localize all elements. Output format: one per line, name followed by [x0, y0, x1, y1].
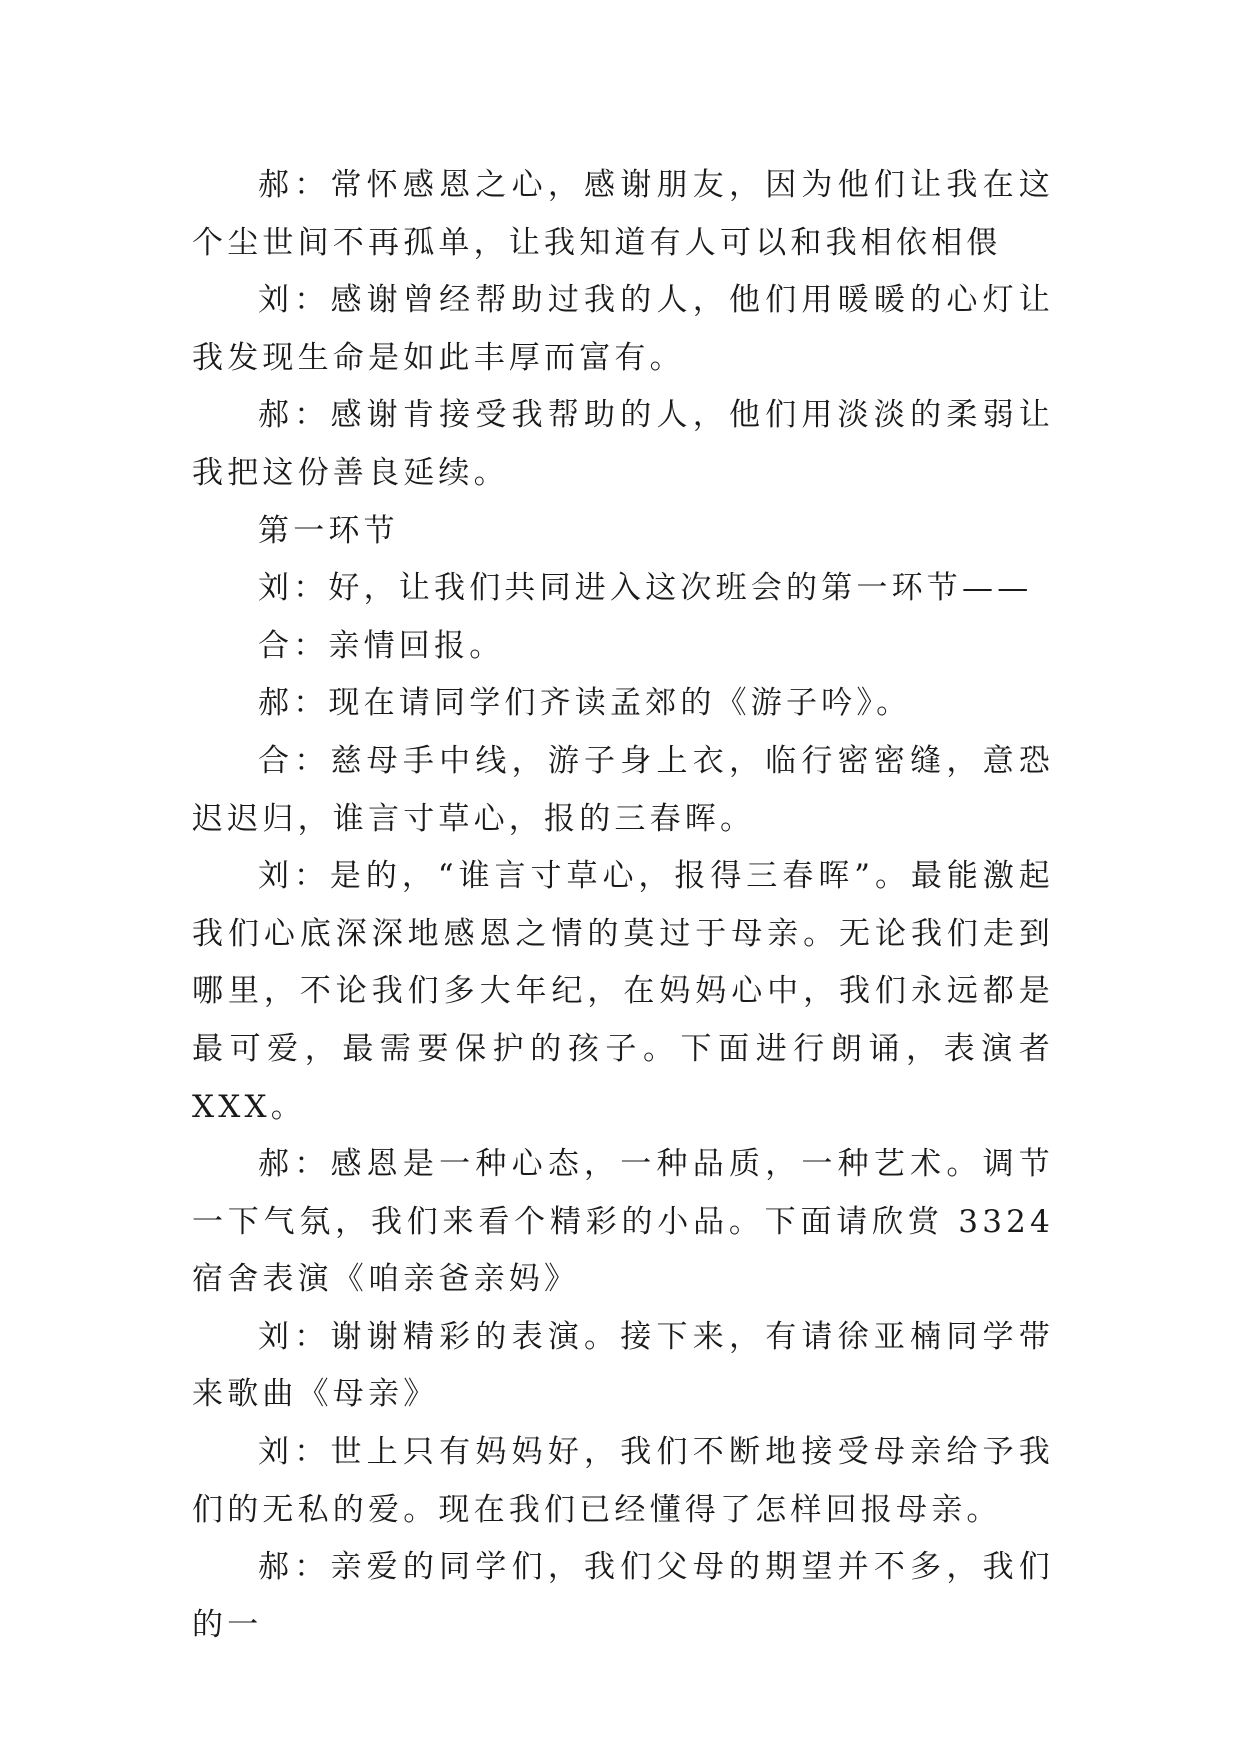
- document-body: [192, 157, 1054, 1654]
- paragraph: 刘：谢谢精彩的表演。接下来，有请徐亚楠同学带来歌曲《母亲》: [192, 1318, 1054, 1413]
- paragraph: 合：慈母手中线，游子身上衣，临行密密缝，意恐迟迟归，谁言寸草心，报的三春晖。: [192, 742, 1054, 837]
- paragraph: 刘：感谢曾经帮助过我的人，他们用暖暖的心灯让我发现生命是如此丰厚而富有。: [192, 282, 1054, 376]
- paragraph: 刘：好，让我们共同进入这次班会的第一环节——: [258, 570, 1033, 607]
- paragraph: 合：亲情回报。: [258, 627, 505, 664]
- paragraph: 郝：常怀感恩之心，感谢朋友，因为他们让我在这个尘世间不再孤单，让我知道有人可以和我相依相偎: [192, 167, 1054, 261]
- paragraph: 刘：是的，“谁言寸草心，报得三春晖”。最能激起我们心底深深地感恩之情的莫过于母亲。无论我们走到哪里，不论我们多大年纪，在妈妈心中，我们永远都是最可爱，最需要保护的孩子。下面进行朗诵，表演者 XXX。: [192, 858, 1054, 1125]
- paragraph: 郝：现在请同学们齐读孟郊的《游子吟》。: [258, 685, 912, 722]
- paragraph: 郝：感恩是一种心态，一种品质，一种艺术。调节一下气氛，我们来看个精彩的小品。下面请欣赏 3324 宿舍表演《咱亲爸亲妈》: [192, 1146, 1054, 1298]
- paragraph: 郝：感谢肯接受我帮助的人，他们用淡淡的柔弱让我把这份善良延续。: [192, 397, 1054, 491]
- paragraph: 刘：世上只有妈妈好，我们不断地接受母亲给予我们的无私的爱。现在我们已经懂得了怎样回报母亲。: [192, 1434, 1054, 1528]
- paragraph: 郝：亲爱的同学们，我们父母的期望并不多，我们的一: [192, 1549, 1054, 1643]
- section-heading: 第一环节: [258, 512, 399, 549]
